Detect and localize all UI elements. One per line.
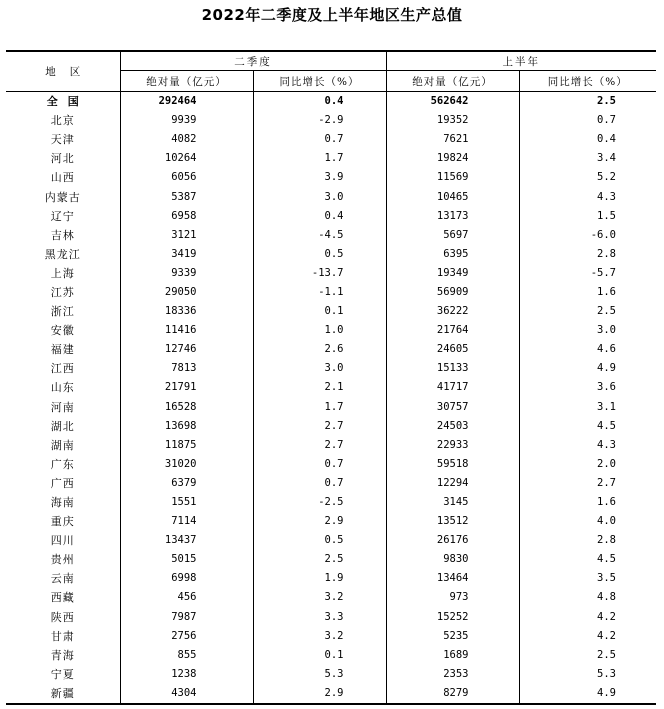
q2-growth-cell: 1.7	[253, 149, 386, 168]
q2-growth-cell: -2.9	[253, 111, 386, 130]
q2-value-cell: 855	[120, 646, 253, 665]
table-row	[6, 168, 656, 187]
h1-growth-cell: 1.6	[519, 493, 656, 512]
table-header	[6, 51, 656, 92]
q2-value-cell: 21791	[120, 378, 253, 397]
h1-growth-cell: 4.9	[519, 359, 656, 378]
table-row	[6, 417, 656, 436]
h1-value-cell: 15133	[386, 359, 519, 378]
q2-growth-cell: 2.7	[253, 417, 386, 436]
q2-growth-cell: 0.5	[253, 245, 386, 264]
q2-value-cell: 10264	[120, 149, 253, 168]
region-cell: 河北	[6, 149, 120, 168]
q2-value-cell: 16528	[120, 398, 253, 417]
h1-growth-cell: 4.0	[519, 512, 656, 531]
region-cell: 江西	[6, 359, 120, 378]
h1-growth-cell: 2.5	[519, 92, 656, 112]
h1-value-cell: 3145	[386, 493, 519, 512]
h1-value-cell: 1689	[386, 646, 519, 665]
q2-growth-cell: 0.7	[253, 455, 386, 474]
region-cell: 上海	[6, 264, 120, 283]
h1-growth-cell: 5.2	[519, 168, 656, 187]
region-cell: 重庆	[6, 512, 120, 531]
h1-value-cell: 19349	[386, 264, 519, 283]
h1-growth-cell: 4.6	[519, 340, 656, 359]
region-cell: 四川	[6, 531, 120, 550]
q2-value-cell: 2756	[120, 627, 253, 646]
h1-value-cell: 30757	[386, 398, 519, 417]
q2-value-cell: 3121	[120, 226, 253, 245]
q2-value-cell: 13437	[120, 531, 253, 550]
h1-growth-cell: 4.3	[519, 187, 656, 206]
h1-value-cell: 7621	[386, 130, 519, 149]
table-row	[6, 608, 656, 627]
table-row	[6, 226, 656, 245]
table-row	[6, 283, 656, 302]
q2-growth-cell: -1.1	[253, 283, 386, 302]
q2-growth-cell: 0.4	[253, 207, 386, 226]
q2-value-cell: 29050	[120, 283, 253, 302]
h1-value-cell: 21764	[386, 321, 519, 340]
h1-value-cell: 12294	[386, 474, 519, 493]
h1-growth-cell: 2.8	[519, 531, 656, 550]
q2-value-cell: 9939	[120, 111, 253, 130]
q2-growth-header: 同比增长（%）	[253, 71, 386, 92]
q2-growth-cell: 3.0	[253, 187, 386, 206]
q2-growth-cell: 2.7	[253, 436, 386, 455]
table-row-national	[6, 92, 656, 112]
h1-growth-cell: 4.2	[519, 627, 656, 646]
q2-growth-cell: 0.7	[253, 474, 386, 493]
q2-value-cell: 6958	[120, 207, 253, 226]
q2-value-cell: 456	[120, 588, 253, 607]
table-row	[6, 130, 656, 149]
h1-value-cell: 5235	[386, 627, 519, 646]
q2-value-cell: 11416	[120, 321, 253, 340]
table-row	[6, 493, 656, 512]
q2-value-cell: 6056	[120, 168, 253, 187]
h1-value-cell: 973	[386, 588, 519, 607]
region-cell: 浙江	[6, 302, 120, 321]
h1-growth-header: 同比增长（%）	[519, 71, 656, 92]
table-row	[6, 187, 656, 206]
q2-value-cell: 7987	[120, 608, 253, 627]
table-row	[6, 550, 656, 569]
table-row	[6, 149, 656, 168]
h1-value-cell: 24503	[386, 417, 519, 436]
q2-value-cell: 9339	[120, 264, 253, 283]
h1-value-cell: 6395	[386, 245, 519, 264]
table-row	[6, 340, 656, 359]
q2-growth-cell: 2.5	[253, 550, 386, 569]
h1-value-cell: 2353	[386, 665, 519, 684]
q2-growth-cell: 0.1	[253, 646, 386, 665]
q2-value-cell: 4304	[120, 684, 253, 704]
table-row	[6, 474, 656, 493]
h1-growth-cell: 0.4	[519, 130, 656, 149]
h1-growth-cell: -5.7	[519, 264, 656, 283]
h1-growth-cell: 3.5	[519, 569, 656, 588]
q2-growth-cell: -4.5	[253, 226, 386, 245]
q2-growth-cell: 3.3	[253, 608, 386, 627]
table-body	[6, 92, 656, 705]
h1-value-cell: 5697	[386, 226, 519, 245]
h1-value-cell: 8279	[386, 684, 519, 704]
q2-value-cell: 5015	[120, 550, 253, 569]
region-cell: 辽宁	[6, 207, 120, 226]
q2-value-cell: 11875	[120, 436, 253, 455]
region-cell: 湖北	[6, 417, 120, 436]
h1-growth-cell: 2.5	[519, 302, 656, 321]
region-cell: 吉林	[6, 226, 120, 245]
h1-growth-cell: 4.8	[519, 588, 656, 607]
region-cell: 云南	[6, 569, 120, 588]
region-cell: 广西	[6, 474, 120, 493]
region-cell: 全国	[6, 92, 120, 112]
region-cell: 北京	[6, 111, 120, 130]
q2-growth-cell: 1.0	[253, 321, 386, 340]
q2-value-cell: 18336	[120, 302, 253, 321]
region-cell: 西藏	[6, 588, 120, 607]
region-cell: 黑龙江	[6, 245, 120, 264]
table-row	[6, 512, 656, 531]
h1-growth-cell: 1.6	[519, 283, 656, 302]
q2-value-cell: 12746	[120, 340, 253, 359]
q2-growth-cell: 2.9	[253, 684, 386, 704]
table-row	[6, 264, 656, 283]
table-row	[6, 627, 656, 646]
h1-growth-cell: 4.3	[519, 436, 656, 455]
q2-value-cell: 1238	[120, 665, 253, 684]
q2-growth-cell: 1.9	[253, 569, 386, 588]
q2-growth-cell: 3.2	[253, 588, 386, 607]
table-row	[6, 684, 656, 704]
h1-group-header: 上半年	[386, 51, 656, 71]
region-cell: 广东	[6, 455, 120, 474]
q2-value-cell: 31020	[120, 455, 253, 474]
q2-growth-cell: -13.7	[253, 264, 386, 283]
region-cell: 海南	[6, 493, 120, 512]
h1-value-cell: 22933	[386, 436, 519, 455]
q2-growth-cell: 2.6	[253, 340, 386, 359]
h1-growth-cell: 2.5	[519, 646, 656, 665]
table-row	[6, 359, 656, 378]
h1-value-cell: 9830	[386, 550, 519, 569]
h1-value-cell: 13464	[386, 569, 519, 588]
table-row	[6, 436, 656, 455]
q2-group-header: 二季度	[120, 51, 386, 71]
region-cell: 江苏	[6, 283, 120, 302]
table-row	[6, 588, 656, 607]
h1-growth-cell: 4.9	[519, 684, 656, 704]
region-cell: 安徽	[6, 321, 120, 340]
h1-value-cell: 11569	[386, 168, 519, 187]
region-cell: 天津	[6, 130, 120, 149]
q2-growth-cell: 0.5	[253, 531, 386, 550]
h1-value-cell: 59518	[386, 455, 519, 474]
h1-growth-cell: 3.6	[519, 378, 656, 397]
h1-growth-cell: 0.7	[519, 111, 656, 130]
h1-growth-cell: 4.2	[519, 608, 656, 627]
table-row	[6, 569, 656, 588]
q2-abs-header: 绝对量（亿元）	[120, 71, 253, 92]
h1-growth-cell: 1.5	[519, 207, 656, 226]
h1-value-cell: 19352	[386, 111, 519, 130]
table-row	[6, 321, 656, 340]
q2-growth-cell: -2.5	[253, 493, 386, 512]
h1-value-cell: 41717	[386, 378, 519, 397]
h1-growth-cell: 2.7	[519, 474, 656, 493]
h1-growth-cell: 3.1	[519, 398, 656, 417]
q2-value-cell: 292464	[120, 92, 253, 112]
q2-growth-cell: 0.4	[253, 92, 386, 112]
region-cell: 山东	[6, 378, 120, 397]
region-cell: 宁夏	[6, 665, 120, 684]
q2-growth-cell: 2.1	[253, 378, 386, 397]
h1-growth-cell: 2.0	[519, 455, 656, 474]
q2-growth-cell: 0.7	[253, 130, 386, 149]
q2-growth-cell: 1.7	[253, 398, 386, 417]
region-cell: 新疆	[6, 684, 120, 704]
h1-value-cell: 562642	[386, 92, 519, 112]
table-row	[6, 245, 656, 264]
table-row	[6, 665, 656, 684]
q2-value-cell: 4082	[120, 130, 253, 149]
region-cell: 贵州	[6, 550, 120, 569]
table-row	[6, 378, 656, 397]
h1-growth-cell: 4.5	[519, 417, 656, 436]
q2-growth-cell: 3.0	[253, 359, 386, 378]
h1-value-cell: 26176	[386, 531, 519, 550]
table-row	[6, 531, 656, 550]
gdp-table	[6, 50, 656, 705]
h1-value-cell: 15252	[386, 608, 519, 627]
q2-growth-cell: 5.3	[253, 665, 386, 684]
region-cell: 山西	[6, 168, 120, 187]
q2-value-cell: 5387	[120, 187, 253, 206]
h1-value-cell: 13512	[386, 512, 519, 531]
h1-value-cell: 13173	[386, 207, 519, 226]
region-cell: 内蒙古	[6, 187, 120, 206]
table-row	[6, 111, 656, 130]
h1-value-cell: 10465	[386, 187, 519, 206]
q2-value-cell: 6379	[120, 474, 253, 493]
q2-value-cell: 1551	[120, 493, 253, 512]
table-row	[6, 455, 656, 474]
h1-value-cell: 56909	[386, 283, 519, 302]
q2-value-cell: 7813	[120, 359, 253, 378]
h1-abs-header: 绝对量（亿元）	[386, 71, 519, 92]
table-row	[6, 302, 656, 321]
h1-growth-cell: 3.0	[519, 321, 656, 340]
page-title: 2022年二季度及上半年地区生产总值	[201, 6, 463, 24]
q2-growth-cell: 0.1	[253, 302, 386, 321]
table-row	[6, 646, 656, 665]
region-header: 地区	[6, 51, 120, 92]
h1-value-cell: 19824	[386, 149, 519, 168]
q2-value-cell: 6998	[120, 569, 253, 588]
q2-value-cell: 13698	[120, 417, 253, 436]
region-cell: 陕西	[6, 608, 120, 627]
h1-growth-cell: 4.5	[519, 550, 656, 569]
region-cell: 福建	[6, 340, 120, 359]
q2-growth-cell: 2.9	[253, 512, 386, 531]
h1-growth-cell: 3.4	[519, 149, 656, 168]
q2-growth-cell: 3.2	[253, 627, 386, 646]
table-row	[6, 207, 656, 226]
h1-value-cell: 36222	[386, 302, 519, 321]
region-cell: 甘肃	[6, 627, 120, 646]
q2-value-cell: 7114	[120, 512, 253, 531]
h1-growth-cell: 2.8	[519, 245, 656, 264]
region-cell: 湖南	[6, 436, 120, 455]
q2-growth-cell: 3.9	[253, 168, 386, 187]
region-cell: 河南	[6, 398, 120, 417]
q2-value-cell: 3419	[120, 245, 253, 264]
h1-growth-cell: -6.0	[519, 226, 656, 245]
region-cell: 青海	[6, 646, 120, 665]
h1-value-cell: 24605	[386, 340, 519, 359]
table-row	[6, 398, 656, 417]
h1-growth-cell: 5.3	[519, 665, 656, 684]
